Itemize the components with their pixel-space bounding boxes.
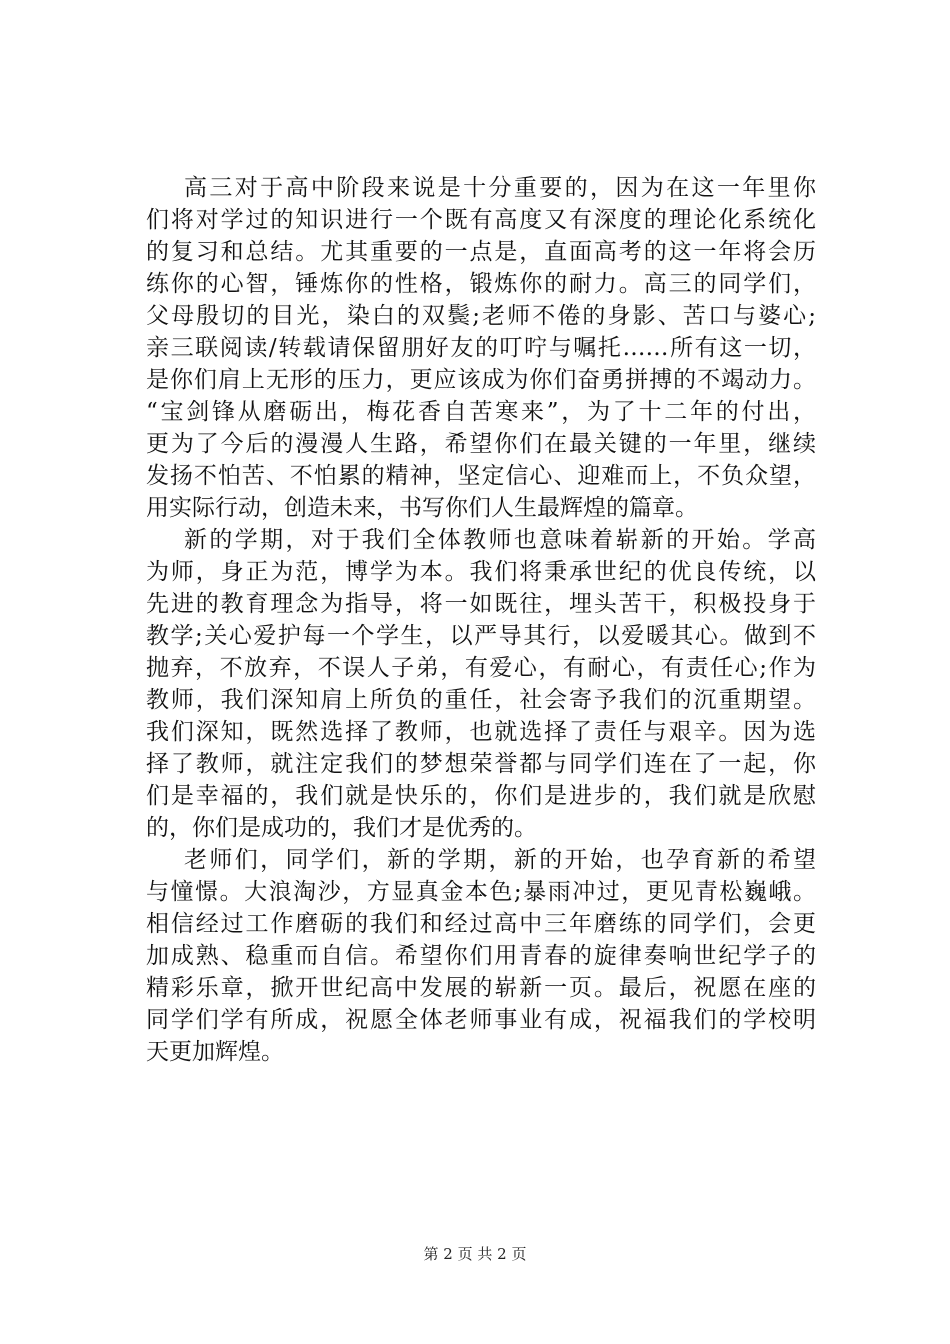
paragraph-2-line-1: 新的学期，对于我们全体教师也意味着崭新的开始。学高 — [184, 527, 816, 553]
paragraph-3-line-3: 相信经过工作磨砺的我们和经过高中三年磨练的同学们，会更 — [146, 911, 816, 937]
paragraph-1-line-3: 的复习和总结。尤其重要的一点是，直面高考的这一年将会历 — [146, 239, 816, 265]
paragraph-2-line-9: 们是幸福的，我们就是快乐的，你们是进步的，我们就是欣慰 — [146, 783, 816, 809]
paragraph-3-line-7: 天更加辉煌。 — [146, 1039, 284, 1065]
paragraph-1-line-11: 用实际行动，创造未来，书写你们人生最辉煌的篇章。 — [146, 495, 698, 521]
paragraph-1-line-6: 亲三联阅读/转载请保留朋好友的叮咛与嘱托……所有这一切， — [146, 335, 816, 361]
document-body — [146, 172, 816, 1068]
paragraph-3-line-2: 与憧憬。大浪淘沙，方显真金本色;暴雨冲过，更见青松巍峨。 — [146, 879, 816, 905]
paragraph-3-line-5: 精彩乐章，掀开世纪高中发展的崭新一页。最后，祝愿在座的 — [146, 975, 816, 1001]
paragraph-1-line-4: 练你的心智，锤炼你的性格，锻炼你的耐力。高三的同学们， — [146, 271, 816, 297]
paragraph-2-line-2: 为师，身正为范，博学为本。我们将秉承世纪的优良传统，以 — [146, 559, 816, 585]
paragraph-1-line-2: 们将对学过的知识进行一个既有高度又有深度的理论化系统化 — [146, 207, 816, 233]
paragraph-1-line-8: “宝剑锋从磨砺出，梅花香自苦寒来”，为了十二年的付出， — [146, 399, 816, 425]
paragraph-2-line-10: 的，你们是成功的，我们才是优秀的。 — [146, 815, 537, 841]
paragraph-1-line-10: 发扬不怕苦、不怕累的精神，坚定信心、迎难而上，不负众望， — [146, 463, 816, 489]
paragraph-1-line-9: 更为了今后的漫漫人生路，希望你们在最关键的一年里，继续 — [146, 431, 816, 457]
paragraph-2-line-4: 教学;关心爱护每一个学生，以严导其行，以爱暖其心。做到不 — [146, 623, 816, 649]
paragraph-3-line-6: 同学们学有所成，祝愿全体老师事业有成，祝福我们的学校明 — [146, 1007, 816, 1033]
paragraph-3-line-4: 加成熟、稳重而自信。希望你们用青春的旋律奏响世纪学子的 — [146, 943, 816, 969]
page-number: 第 2 页 共 2 页 — [423, 1245, 527, 1263]
paragraph-1-line-7: 是你们肩上无形的压力，更应该成为你们奋勇拼搏的不竭动力。 — [146, 367, 816, 393]
paragraph-2-line-5: 抛弃，不放弃，不误人子弟，有爱心，有耐心，有责任心;作为 — [146, 655, 816, 681]
paragraph-2-line-7: 我们深知，既然选择了教师，也就选择了责任与艰辛。因为选 — [146, 719, 816, 745]
paragraph-2-line-8: 择了教师，就注定我们的梦想荣誉都与同学们连在了一起，你 — [146, 751, 816, 777]
paragraph-2-line-6: 教师，我们深知肩上所负的重任，社会寄予我们的沉重期望。 — [146, 687, 816, 713]
paragraph-1-line-5: 父母殷切的目光，染白的双鬓;老师不倦的身影、苦口与婆心; — [146, 303, 816, 329]
page-footer — [0, 1244, 950, 1264]
paragraph-1-line-1: 高三对于高中阶段来说是十分重要的，因为在这一年里你 — [184, 175, 816, 201]
paragraph-3-line-1: 老师们，同学们，新的学期，新的开始，也孕育新的希望 — [184, 847, 816, 873]
paragraph-2-line-3: 先进的教育理念为指导，将一如既往，埋头苦干，积极投身于 — [146, 591, 816, 617]
